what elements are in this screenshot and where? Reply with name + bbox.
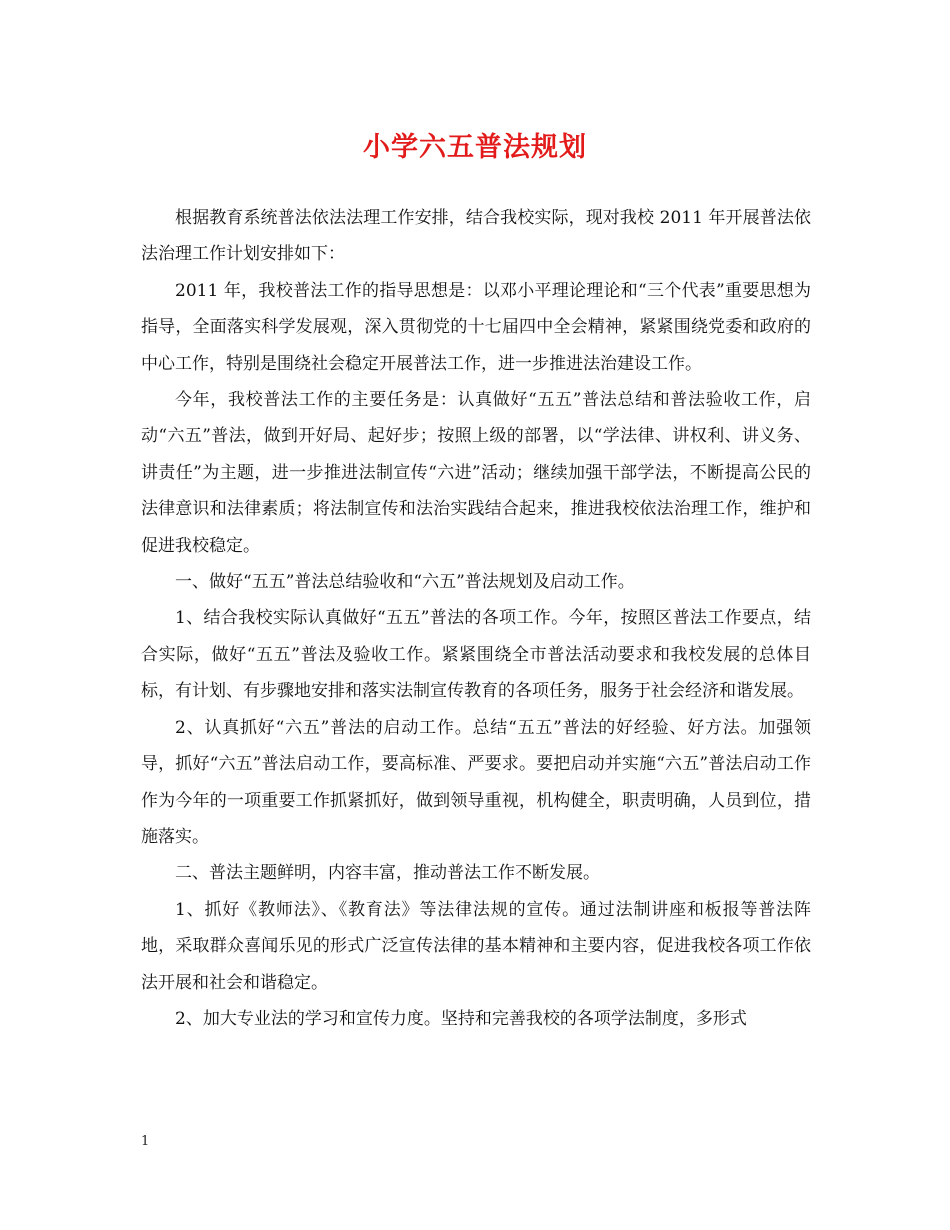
- paragraph-item-1-2: 2、认真抓好“六五”普法的启动工作。总结“五五”普法的好经验、好方法。加强领导，抓好“六五”普法启动工作，要高标准、严要求。要把启动并实施“六五”普法启动工作作为今年的一项重要工作抓紧抓好，做到领导重视，机构健全，职责明确，人员到位，措施落实。: [141, 717, 811, 847]
- document-title: 小学六五普法规划: [363, 132, 587, 163]
- paragraph-item-2-1: 1、抓好《教师法》、《教育法》等法律法规的宣传。通过法制讲座和板报等普法阵地，采取群众喜闻乐见的形式广泛宣传法律的基本精神和主要内容，促进我校各项工作依法开展和社会和谐稳定。: [141, 899, 811, 993]
- section-heading-1: 一、做好“五五”普法总结验收和“六五”普法规划及启动工作。: [175, 572, 635, 593]
- paragraph-item-2-2: 2、加大专业法的学习和宣传力度。坚持和完善我校的各项学法制度，多形式: [175, 1008, 747, 1029]
- page-number: 1: [141, 1134, 150, 1149]
- paragraph-guiding-principle: 2011 年，我校普法工作的指导思想是：以邓小平理论理论和“三个代表”重要思想为指导，全面落实科学发展观，深入贯彻党的十七届四中全会精神，紧紧围绕党委和政府的中心工作，特别是围绕社会稳定开展普法工作，进一步推进法治建设工作。: [141, 280, 811, 374]
- paragraph-intro: 根据教育系统普法依法法理工作安排，结合我校实际，现对我校 2011 年开展普法依法治理工作计划安排如下：: [141, 208, 811, 265]
- document-body: [141, 200, 811, 1037]
- paragraph-main-tasks: 今年，我校普法工作的主要任务是：认真做好“五五”普法总结和普法验收工作，启动“六五”普法，做到开好局、起好步；按照上级的部署，以“学法律、讲权利、讲义务、讲责任”为主题，进一步推进法制宣传“六进”活动；继续加强干部学法，不断提高公民的法律意识和法律素质；将法制宣传和法治实践结合起来，推进我校依法治理工作，维护和促进我校稳定。: [141, 390, 811, 556]
- paragraph-item-1-1: 1、结合我校实际认真做好“五五”普法的各项工作。今年，按照区普法工作要点，结合实际，做好“五五”普法及验收工作。紧紧围绕全市普法活动要求和我校发展的总体目标，有计划、有步骤地安排和落实法制宣传教育的各项任务，服务于社会经济和谐发展。: [141, 608, 811, 702]
- section-heading-2: 二、普法主题鲜明，内容丰富，推动普法工作不断发展。: [175, 863, 600, 884]
